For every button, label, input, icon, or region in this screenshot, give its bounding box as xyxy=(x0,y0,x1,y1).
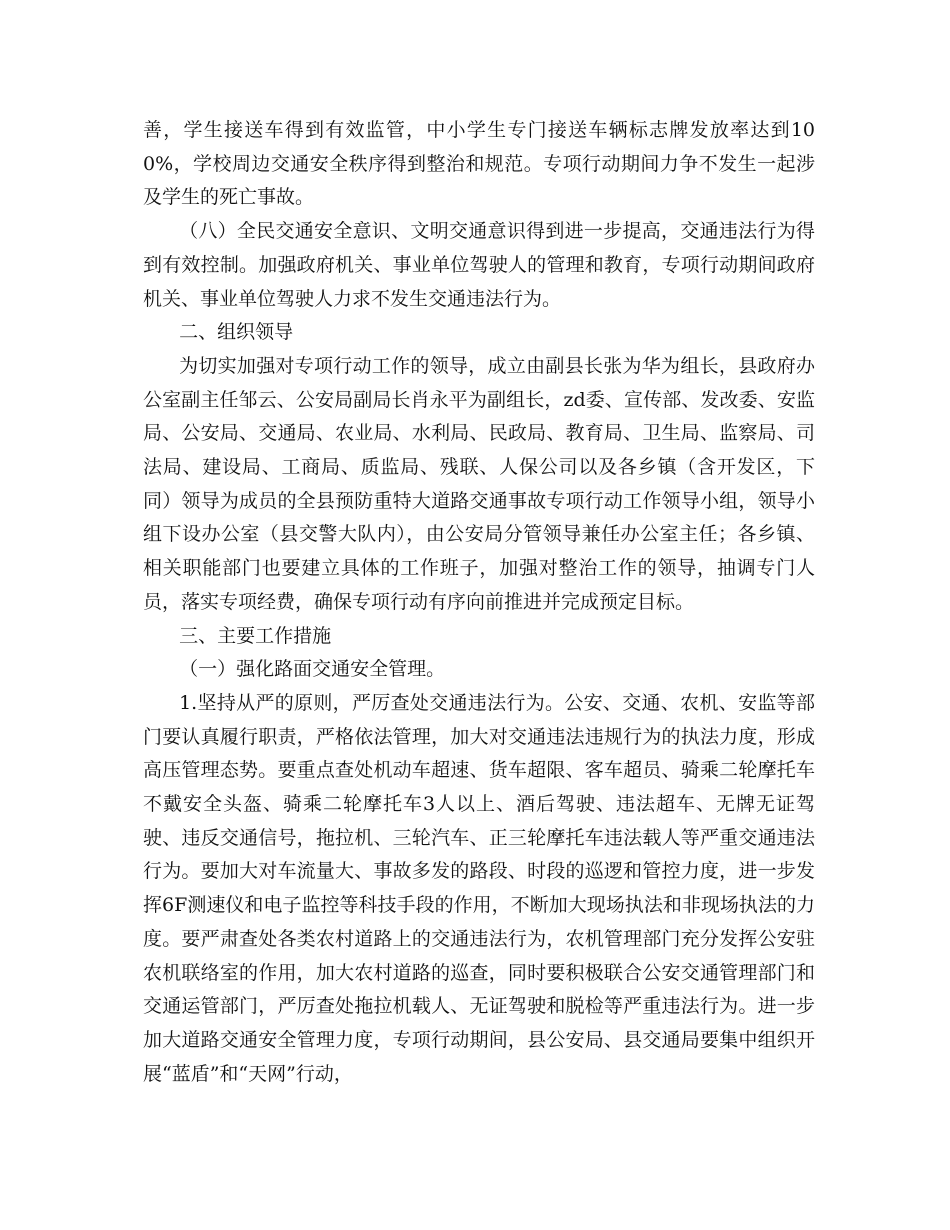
section-heading-measures: 三、主要工作措施 xyxy=(179,624,332,647)
paragraph-item-eight: （八）全民交通安全意识、文明交通意识得到进一步提高，交通违法行为得到有效控制。加强政府机关、事业单位驾驶人的管理和教育，专项行动期间政府机关、事业单位驾驶人力求不发生交通违法行为。 xyxy=(143,220,815,310)
document-body xyxy=(143,114,815,1091)
paragraph-enforcement: 1.坚持从严的原则，严厉查处交通违法行为。公安、交通、农机、安监等部门要认真履行职责，严格依法管理，加大对交通违法违规行为的执法力度，形成高压管理态势。要重点查处机动车超速、货车超限、客车超员、骑乘二轮摩托车不戴安全头盔、骑乘二轮摩托车3人以上、酒后驾驶、违法超车、无牌无证驾驶、违反交通信号，拖拉机、三轮汽车、正三轮摩托车违法载人等严重交通违法行为。要加大对车流量大、事故多发的路段、时段的巡逻和管控力度，进一步发挥6F测速仪和电子监控等科技手段的作用，不断加大现场执法和非现场执法的力度。要严肃查处各类农村道路上的交通违法行为，农机管理部门充分发挥公安驻农机联络室的作用，加大农村道路的巡查，同时要积极联合公安交通管理部门和交通运管部门，严厉查处拖拉机载人、无证驾驶和脱检等严重违法行为。进一步加大道路交通安全管理力度，专项行动期间，县公安局、县交通局要集中组织开展“蓝盾”和“天网”行动， xyxy=(143,691,815,1085)
subheading-road-safety: （一）强化路面交通安全管理。 xyxy=(179,658,446,681)
paragraph-leadership: 为切实加强对专项行动工作的领导，成立由副县长张为华为组长，县政府办公室副主任邹云、公安局副局长肖永平为副组长，zd委、宣传部、发改委、安监局、公安局、交通局、农业局、水利局、民政局、教育局、卫生局、监察局、司法局、建设局、工商局、质监局、残联、人保公司以及各乡镇（含开发区，下同）领导为成员的全县预防重特大道路交通事故专项行动工作领导小组，领导小组下设办公室（县交警大队内），由公安局分管领导兼任办公室主任；各乡镇、相关职能部门也要建立具体的工作班子，加强对整治工作的领导，抽调专门人员，落实专项经费，确保专项行动有序向前推进并完成预定目标。 xyxy=(143,354,815,613)
paragraph-continuation: 善，学生接送车得到有效监管，中小学生专门接送车辆标志牌发放率达到100%，学校周边交通安全秩序得到整治和规范。专项行动期间力争不发生一起涉及学生的死亡事故。 xyxy=(143,119,815,209)
section-heading-organization: 二、组织领导 xyxy=(179,321,294,344)
